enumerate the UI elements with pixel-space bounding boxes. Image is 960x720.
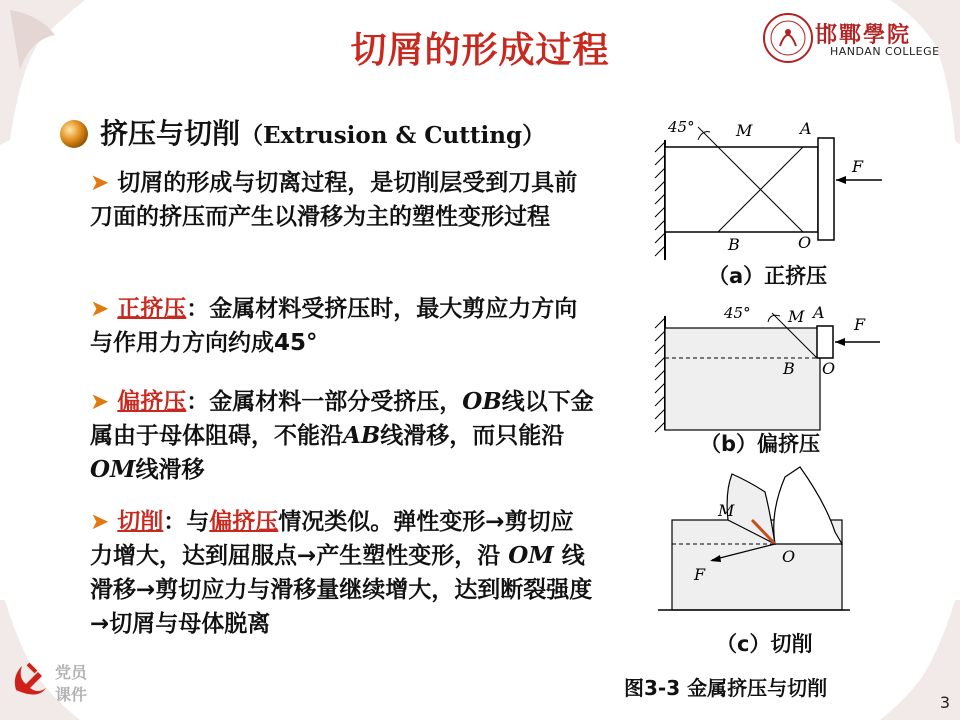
fig-a-label-45: 45° <box>668 118 695 136</box>
figure-a-positive-extrusion <box>650 110 890 260</box>
bullet-3-text-2: 线以下金属由于母体阻碍，不能沿 <box>90 389 594 449</box>
bullet-1 <box>90 166 595 234</box>
fig-a-label-b: B <box>728 235 740 254</box>
figure-c-caption: （c）切削 <box>716 632 813 656</box>
figure-b-offset-extrusion <box>650 298 890 433</box>
figure-caption: 图3-3 金属挤压与切削 <box>624 676 828 700</box>
fig-c-label-m: M <box>718 501 735 520</box>
party-label-bottom: 课件 <box>55 685 88 704</box>
fig-b-label-f: F <box>854 315 866 334</box>
bullet-4-text-1: ：与 <box>163 509 210 535</box>
arrow-bullet-icon: ➤ <box>90 296 110 322</box>
fig-b-label-45: 45° <box>724 304 751 322</box>
bullet-4 <box>90 505 595 641</box>
bullet-3-text-3: 线滑移，而只能沿 <box>380 423 565 449</box>
term-offset-extrusion: 偏挤压 <box>117 389 187 415</box>
fig-a-label-m: M <box>736 121 753 140</box>
fig-b-label-o: O <box>822 359 836 378</box>
fig-b-label-m: M <box>788 307 805 326</box>
term-cutting: 切削 <box>117 509 164 535</box>
term-positive-extrusion: 正挤压 <box>117 296 187 322</box>
college-seal-icon <box>762 12 814 64</box>
bullet-ball-icon <box>58 118 90 150</box>
fig-b-label-b: B <box>783 359 795 378</box>
figure-c-cutting <box>650 462 890 622</box>
label-ab: AB <box>343 422 381 449</box>
fig-c-label-o: O <box>782 547 796 566</box>
arrow-bullet-icon: ➤ <box>90 509 110 535</box>
bullet-4-text-3: 线滑移→剪切应力与滑移量继续增大，达到断裂强度→切屑与母体脱离 <box>90 543 593 637</box>
page-number: 3 <box>939 693 950 712</box>
party-label-top: 党员 <box>55 663 88 682</box>
fig-a-label-o: O <box>798 233 812 252</box>
arrow-bullet-icon: ➤ <box>90 389 110 415</box>
college-name: 邯鄲學院 <box>815 23 912 48</box>
bullet-3-text-1: ：金属材料一部分受挤压， <box>186 389 463 415</box>
college-name-en: HANDAN COLLEGE <box>830 45 940 58</box>
fig-c-label-f: F <box>694 565 706 584</box>
section-title <box>100 112 545 152</box>
term-offset-extrusion-2: 偏挤压 <box>209 509 279 535</box>
bullet-4-text-2: 情况类似。弹性变形→剪切应力增大，达到屈服点→产生塑性变形，沿 <box>90 509 574 569</box>
fig-a-label-f: F <box>852 157 864 176</box>
label-om-2: OM <box>508 542 554 569</box>
figure-a-caption: （a）正挤压 <box>708 264 828 288</box>
bullet-1-text: 切屑的形成与切离过程，是切削层受到刀具前刀面的挤压而产生以滑移为主的塑性变形过程 <box>90 170 578 230</box>
section-title-en: （Extrusion & Cutting） <box>240 122 546 149</box>
figure-b-caption: （b）偏挤压 <box>700 432 821 456</box>
label-ob: OB <box>462 388 502 415</box>
party-emblem-icon <box>8 658 48 698</box>
page-title: 切屑的形成过程 <box>350 30 610 71</box>
bullet-2 <box>90 292 595 360</box>
bullet-2-text: ：金属材料受挤压时，最大剪应力方向与作用力方向约成45° <box>90 296 578 356</box>
fig-b-label-a: A <box>813 303 825 322</box>
section-title-zh: 挤压与切削 <box>100 117 241 150</box>
bullet-3-text-4: 线滑移 <box>135 457 205 483</box>
arrow-bullet-icon: ➤ <box>90 170 110 196</box>
fig-a-label-a: A <box>800 119 812 138</box>
bullet-3 <box>90 385 595 487</box>
label-om: OM <box>90 456 136 483</box>
